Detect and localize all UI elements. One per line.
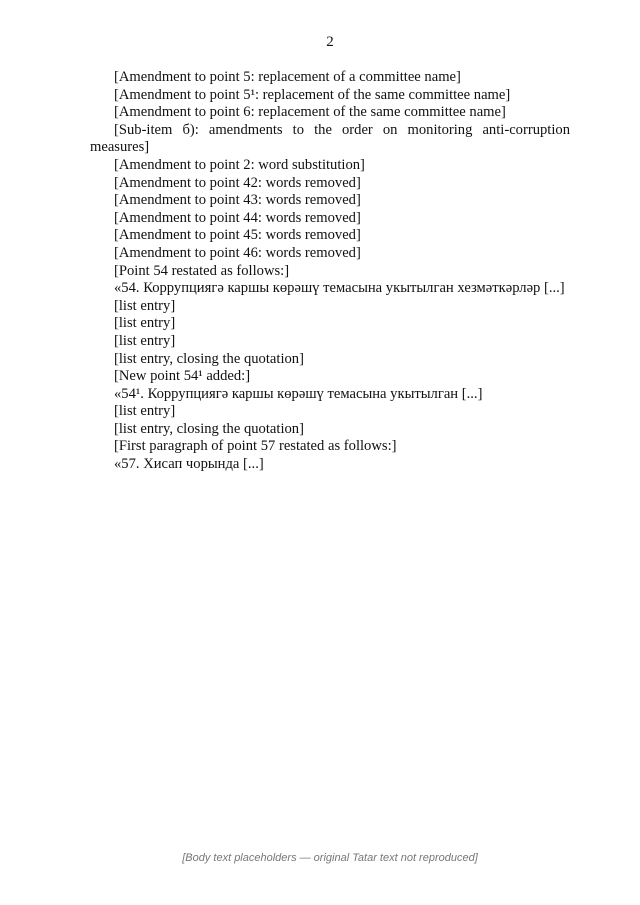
- placeholder-note: [Body text placeholders — original Tatar text not reproduced]: [182, 852, 478, 864]
- body-paragraph: [Amendment to point 42: words removed]: [114, 174, 361, 191]
- body-paragraph: «54¹. Коррупциягә каршы көрәшү темасына укытылган [...]: [114, 385, 483, 402]
- body-paragraph: [Amendment to point 6: replacement of the same committee name]: [114, 104, 506, 121]
- list-entry: [list entry]: [114, 315, 176, 332]
- list-entry: [list entry, closing the quotation]: [114, 350, 304, 367]
- list-entry: [list entry]: [114, 297, 176, 314]
- body-paragraph: [Amendment to point 44: words removed]: [114, 209, 361, 226]
- body-paragraph: [Amendment to point 5: replacement of a committee name]: [114, 69, 461, 85]
- body-paragraph: «57. Хисап чорында [...]: [114, 456, 264, 473]
- body-paragraph: «54. Коррупциягә каршы көрәшү темасына укытылган хезмәткәрләр [...]: [114, 280, 565, 297]
- document-body: [90, 69, 570, 474]
- page-number: 2: [326, 34, 334, 50]
- body-paragraph: [Amendment to point 2: word substitution]: [114, 156, 365, 173]
- body-paragraph: [First paragraph of point 57 restated as follows:]: [114, 438, 397, 455]
- list-entry: [list entry, closing the quotation]: [114, 420, 304, 437]
- body-paragraph: [Point 54 restated as follows:]: [114, 262, 290, 279]
- list-entry: [list entry]: [114, 332, 176, 349]
- body-paragraph: [Amendment to point 5¹: replacement of the same committee name]: [114, 86, 511, 103]
- body-paragraph: [Amendment to point 43: words removed]: [114, 192, 361, 209]
- body-paragraph: [New point 54¹ added:]: [114, 368, 251, 385]
- body-paragraph: [Sub-item б): amendments to the order on monitoring anti-corruption measures]: [90, 121, 570, 156]
- body-paragraph: [Amendment to point 46: words removed]: [114, 244, 361, 261]
- body-paragraph: [Amendment to point 45: words removed]: [114, 227, 361, 244]
- list-entry: [list entry]: [114, 403, 176, 420]
